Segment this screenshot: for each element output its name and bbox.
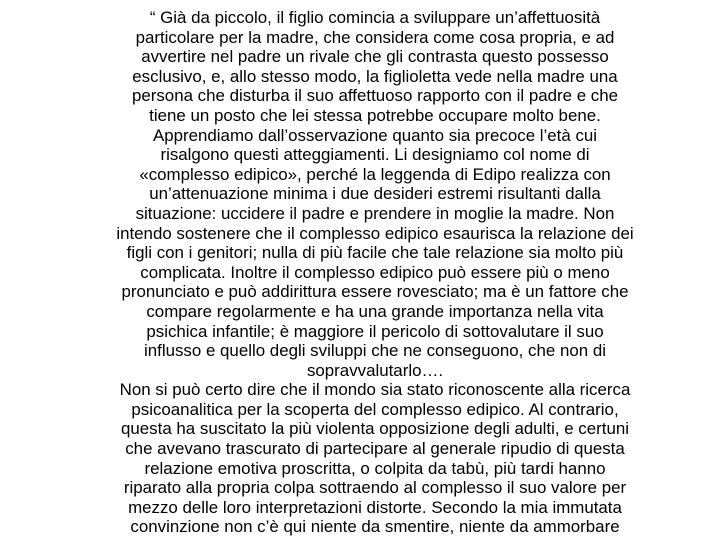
text-line: sopravvalutarlo…. <box>306 360 444 380</box>
text-line: psicoanalitica per la scoperta del complesso edipico. Al contrario, <box>131 399 619 419</box>
text-line: risalgono questi atteggiamenti. Li designiamo col nome di <box>160 145 590 165</box>
text-line: riparato alla propria colpa sottraendo al complesso il suo valore per <box>123 478 627 498</box>
text-line: compare regolarmente e ha una grande importanza nella vita <box>146 301 604 321</box>
text-line: figli con i genitori; nulla di più facile che tale relazione sia molto più <box>126 243 624 263</box>
text-line: pronunciato e può addirittura essere rovesciato; ma è un fattore che <box>121 282 629 302</box>
text-line: convinzione non c’è qui niente da smentire, niente da ammorbare <box>130 517 620 537</box>
text-line: “ Già da piccolo, il figlio comincia a sviluppare un’affettuosità <box>149 8 601 27</box>
text-line: che avevano trascurato di partecipare al generale ripudio di questa <box>125 439 625 459</box>
text-line: influsso e quello degli sviluppi che ne conseguono, che non di <box>143 341 606 361</box>
text-line: particolare per la madre, che considera come cosa propria, e ad <box>135 27 615 47</box>
text-line: avvertire nel padre un rivale che gli contrasta questo possesso <box>141 47 609 67</box>
text-line: intendo sostenere che il complesso edipico esaurisca la relazione dei <box>116 223 634 243</box>
text-line: mezzo delle loro interpretazioni distorte. Secondo la mia immutata <box>128 497 622 517</box>
text-line: psichica infantile; è maggiore il pericolo di sottovalutare il suo <box>146 321 604 341</box>
text-line: «complesso edipico», perché la leggenda di Edipo realizza con <box>139 164 611 184</box>
text-line: Apprendiamo dall’osservazione quanto sia precoce l’età cui <box>152 125 598 145</box>
text-line: situazione: uccidere il padre e prendere in moglie la madre. Non <box>135 203 615 223</box>
text-line: questa ha suscitato la più violenta opposizione degli adulti, e certuni <box>121 419 629 439</box>
text-line: complicata. Inoltre il complesso edipico può essere più o meno <box>140 262 610 282</box>
text-line: un’attenuazione minima i due desideri estremi risultanti dalla <box>149 184 601 204</box>
text-line: esclusivo, e, allo stesso modo, la figlioletta vede nella madre una <box>132 66 618 86</box>
text-line: persona che disturba il suo affettuoso rapporto con il padre e che <box>131 86 619 106</box>
text-line: Non si può certo dire che il mondo sia stato riconoscente alla ricerca <box>119 380 631 400</box>
document-text <box>60 8 690 537</box>
text-line: tiene un posto che lei stessa potrebbe occupare molto bene. <box>149 105 601 125</box>
text-line: relazione emotiva proscritta, o colpita da tabù, più tardi hanno <box>144 458 606 478</box>
